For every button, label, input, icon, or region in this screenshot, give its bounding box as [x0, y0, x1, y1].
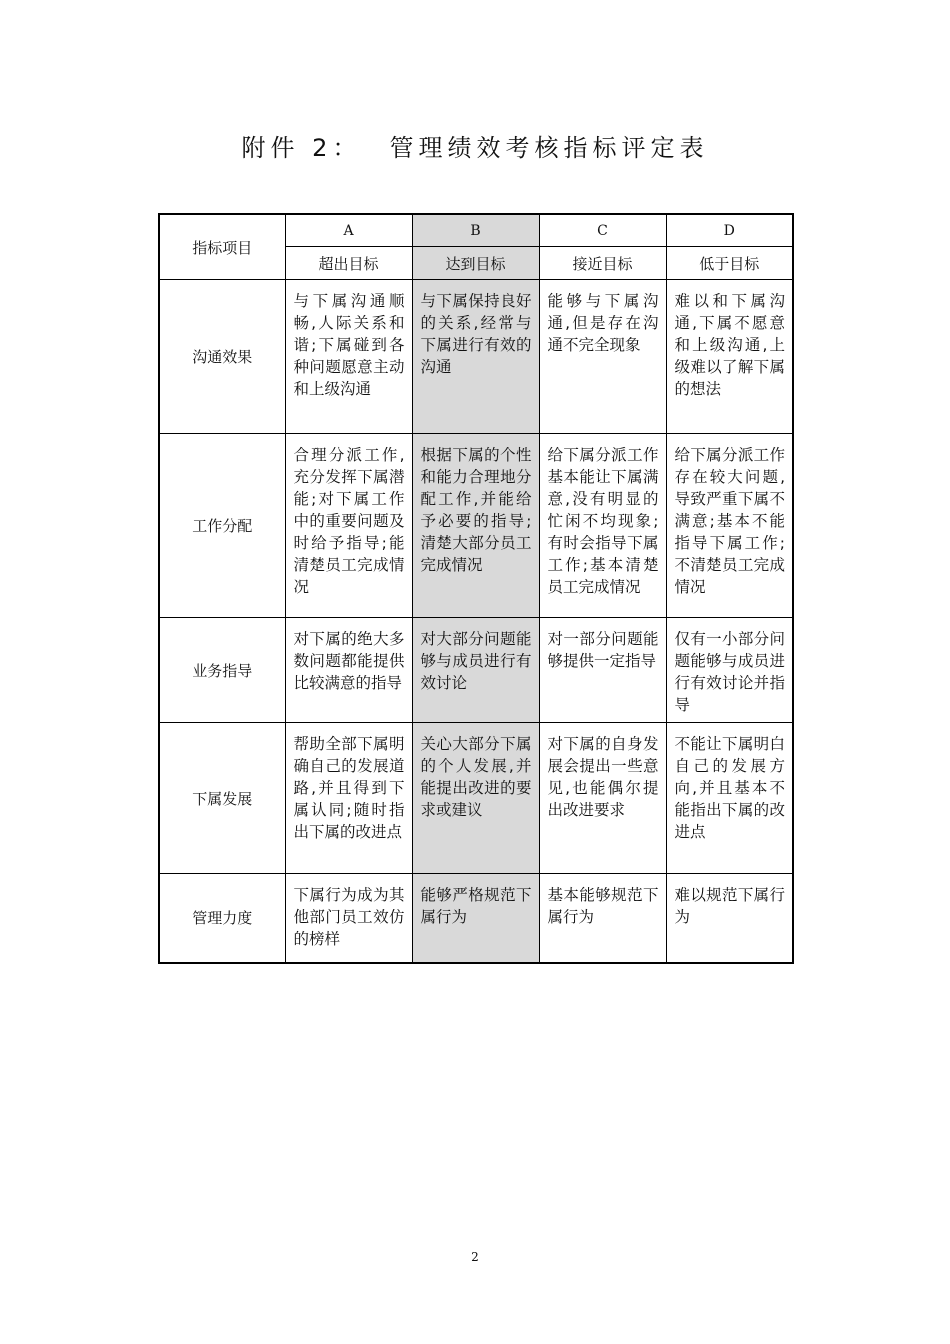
cell-d: 仅有一小部分问题能够与成员进行有效讨论并指导 — [666, 618, 793, 723]
cell-c: 给下属分派工作基本能让下属满意,没有明显的忙闲不均现象;有时会指导下属工作;基本清楚员工完成情况 — [539, 434, 666, 618]
table-row — [159, 874, 793, 963]
cell-a: 合理分派工作,充分发挥下属潜能;对下属工作中的重要问题及时给予指导;能清楚员工完成情况 — [285, 434, 412, 618]
cell-c: 对下属的自身发展会提出一些意见,也能偶尔提出改进要求 — [539, 723, 666, 874]
cell-d: 给下属分派工作存在较大问题,导致严重下属不满意;基本不能指导下属工作;不清楚员工完成情况 — [666, 434, 793, 618]
title-prefix: 附件 2： — [241, 134, 362, 162]
cell-a: 与下属沟通顺畅,人际关系和谐;下属碰到各种问题愿意主动和上级沟通 — [285, 280, 412, 434]
grade-letter-d: D — [666, 214, 793, 247]
table-row — [159, 723, 793, 874]
table-row — [159, 618, 793, 723]
cell-d: 难以规范下属行为 — [666, 874, 793, 963]
cell-c: 对一部分问题能够提供一定指导 — [539, 618, 666, 723]
cell-b: 关心大部分下属的个人发展,并能提出改进的要求或建议 — [412, 723, 539, 874]
grade-letter-a: A — [285, 214, 412, 247]
grade-label-c: 接近目标 — [539, 247, 666, 280]
cell-d: 不能让下属明白自己的发展方向,并且基本不能指出下属的改进点 — [666, 723, 793, 874]
grade-label-d: 低于目标 — [666, 247, 793, 280]
header-row-letters — [159, 214, 793, 247]
cell-a: 下属行为成为其他部门员工效仿的榜样 — [285, 874, 412, 963]
cell-b: 与下属保持良好的关系,经常与下属进行有效的沟通 — [412, 280, 539, 434]
row-item-communication: 沟通效果 — [159, 280, 285, 434]
cell-c: 能够与下属沟通,但是存在沟通不完全现象 — [539, 280, 666, 434]
table-row — [159, 280, 793, 434]
grade-label-b: 达到目标 — [412, 247, 539, 280]
evaluation-table — [158, 213, 794, 964]
grade-letter-c: C — [539, 214, 666, 247]
cell-c: 基本能够规范下属行为 — [539, 874, 666, 963]
grade-letter-b: B — [412, 214, 539, 247]
page-number: 2 — [471, 1250, 479, 1264]
row-item-subordinate-development: 下属发展 — [159, 723, 285, 874]
page-title — [0, 128, 950, 163]
row-item-business-guidance: 业务指导 — [159, 618, 285, 723]
cell-b: 对大部分问题能够与成员进行有效讨论 — [412, 618, 539, 723]
cell-b: 能够严格规范下属行为 — [412, 874, 539, 963]
table-row — [159, 434, 793, 618]
cell-a: 对下属的绝大多数问题都能提供比较满意的指导 — [285, 618, 412, 723]
cell-d: 难以和下属沟通,下属不愿意和上级沟通,上级难以了解下属的想法 — [666, 280, 793, 434]
title-main: 管理绩效考核指标评定表 — [389, 134, 709, 162]
grade-label-a: 超出目标 — [285, 247, 412, 280]
row-item-work-allocation: 工作分配 — [159, 434, 285, 618]
header-item: 指标项目 — [159, 214, 285, 280]
cell-a: 帮助全部下属明确自己的发展道路,并且得到下属认同;随时指出下属的改进点 — [285, 723, 412, 874]
row-item-management-strength: 管理力度 — [159, 874, 285, 963]
cell-b: 根据下属的个性和能力合理地分配工作,并能给予必要的指导;清楚大部分员工完成情况 — [412, 434, 539, 618]
